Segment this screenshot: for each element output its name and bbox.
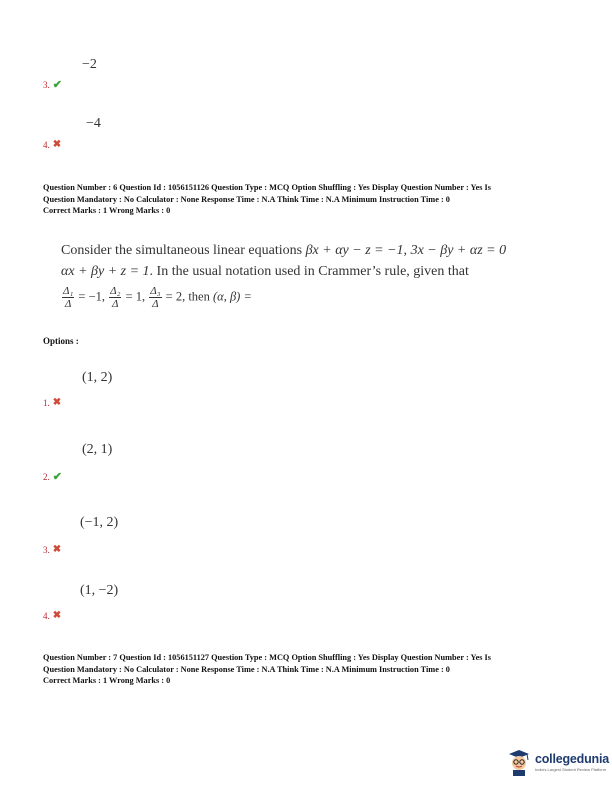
q6-option-2-value: (2, 1) <box>82 442 113 457</box>
fraction-3-value: = 2, then <box>165 289 210 304</box>
q7-meta-line3: Correct Marks : 1 Wrong Marks : 0 <box>43 676 171 685</box>
fraction-1-num: Δ₁ <box>63 285 74 297</box>
q6-text-line1 <box>61 241 506 260</box>
q7-metadata <box>43 652 491 687</box>
fraction-2-value: = 1, <box>125 289 146 304</box>
option-number: 1. <box>43 397 50 408</box>
q6-option-3-value: (−1, 2) <box>80 515 119 530</box>
q6-option-2-label <box>43 470 62 483</box>
q7-meta-line2: Question Mandatory : No Calculator : None Response Time : N.A Think Time : N.A Minimum Instruction Time : 0 <box>43 664 450 674</box>
check-mark-icon: ✔ <box>52 79 62 91</box>
q6-prefix: Consider the simultaneous linear equations <box>61 243 306 258</box>
q6-option-4-value: (1, −2) <box>80 583 119 598</box>
option-number: 3. <box>43 79 50 90</box>
q6-text-line2 <box>61 262 469 281</box>
q6-option-1-value: (1, 2) <box>82 370 113 385</box>
prev-option-3-value: −2 <box>82 57 97 72</box>
options-heading: Options : <box>43 336 79 346</box>
q6-meta-line3: Correct Marks : 1 Wrong Marks : 0 <box>43 206 171 215</box>
option-number: 4. <box>43 610 50 621</box>
fraction-3-num: Δ₃ <box>150 285 161 297</box>
cross-mark-icon: ✖ <box>52 139 62 150</box>
q6-eq2: 3x − βy + αz = 0 <box>410 243 507 258</box>
fraction-1-den: Δ <box>64 298 72 310</box>
fraction-2-den: Δ <box>112 298 119 310</box>
q7-meta-line1: Question Number : 7 Question Id : 1056151127 Question Type : MCQ Option Shuffling : Yes Display Question Number : Yes Is <box>43 653 492 662</box>
q6-meta-line2: Question Mandatory : No Calculator : None Response Time : N.A Think Time : N.A Minimum Instruction Time : 0 <box>43 194 450 204</box>
cross-mark-icon: ✖ <box>52 610 62 621</box>
q6-text-line3 <box>61 285 252 310</box>
fraction-2-num: Δ₂ <box>110 285 121 297</box>
option-number: 2. <box>43 471 50 482</box>
q6-ask: (α, β) = <box>212 289 252 304</box>
option-number: 3. <box>43 544 50 555</box>
logo-tagline: India's Largest Student Review Platform <box>535 767 607 772</box>
option-number: 4. <box>43 139 50 150</box>
check-mark-icon: ✔ <box>52 471 62 483</box>
fraction-2 <box>109 285 121 310</box>
q6-eq3: αx + βy + z = 1 <box>61 264 150 279</box>
collegedunia-logo <box>507 748 609 776</box>
prev-option-4-label <box>43 139 61 150</box>
fraction-1 <box>62 285 74 310</box>
fraction-3-den: Δ <box>152 298 159 310</box>
logo-name: collegedunia <box>535 752 610 766</box>
cross-mark-icon: ✖ <box>52 397 62 408</box>
q6-suffix: . In the usual notation used in Crammer’s rule, given that <box>149 264 469 279</box>
prev-option-3-label <box>43 78 62 91</box>
fraction-3 <box>149 285 161 310</box>
prev-option-4-value: −4 <box>86 116 101 131</box>
fraction-1-value: = −1, <box>78 289 106 304</box>
q6-eq1: βx + αy − z = −1, <box>305 243 408 258</box>
q6-option-1-label <box>43 397 61 408</box>
cross-mark-icon: ✖ <box>52 544 62 555</box>
q6-meta-line1: Question Number : 6 Question Id : 1056151126 Question Type : MCQ Option Shuffling : Yes Display Question Number : Yes Is <box>43 183 492 192</box>
q6-option-4-label <box>43 610 61 621</box>
mascot-icon <box>507 748 531 776</box>
q6-option-3-label <box>43 544 61 555</box>
q6-metadata <box>43 182 491 217</box>
